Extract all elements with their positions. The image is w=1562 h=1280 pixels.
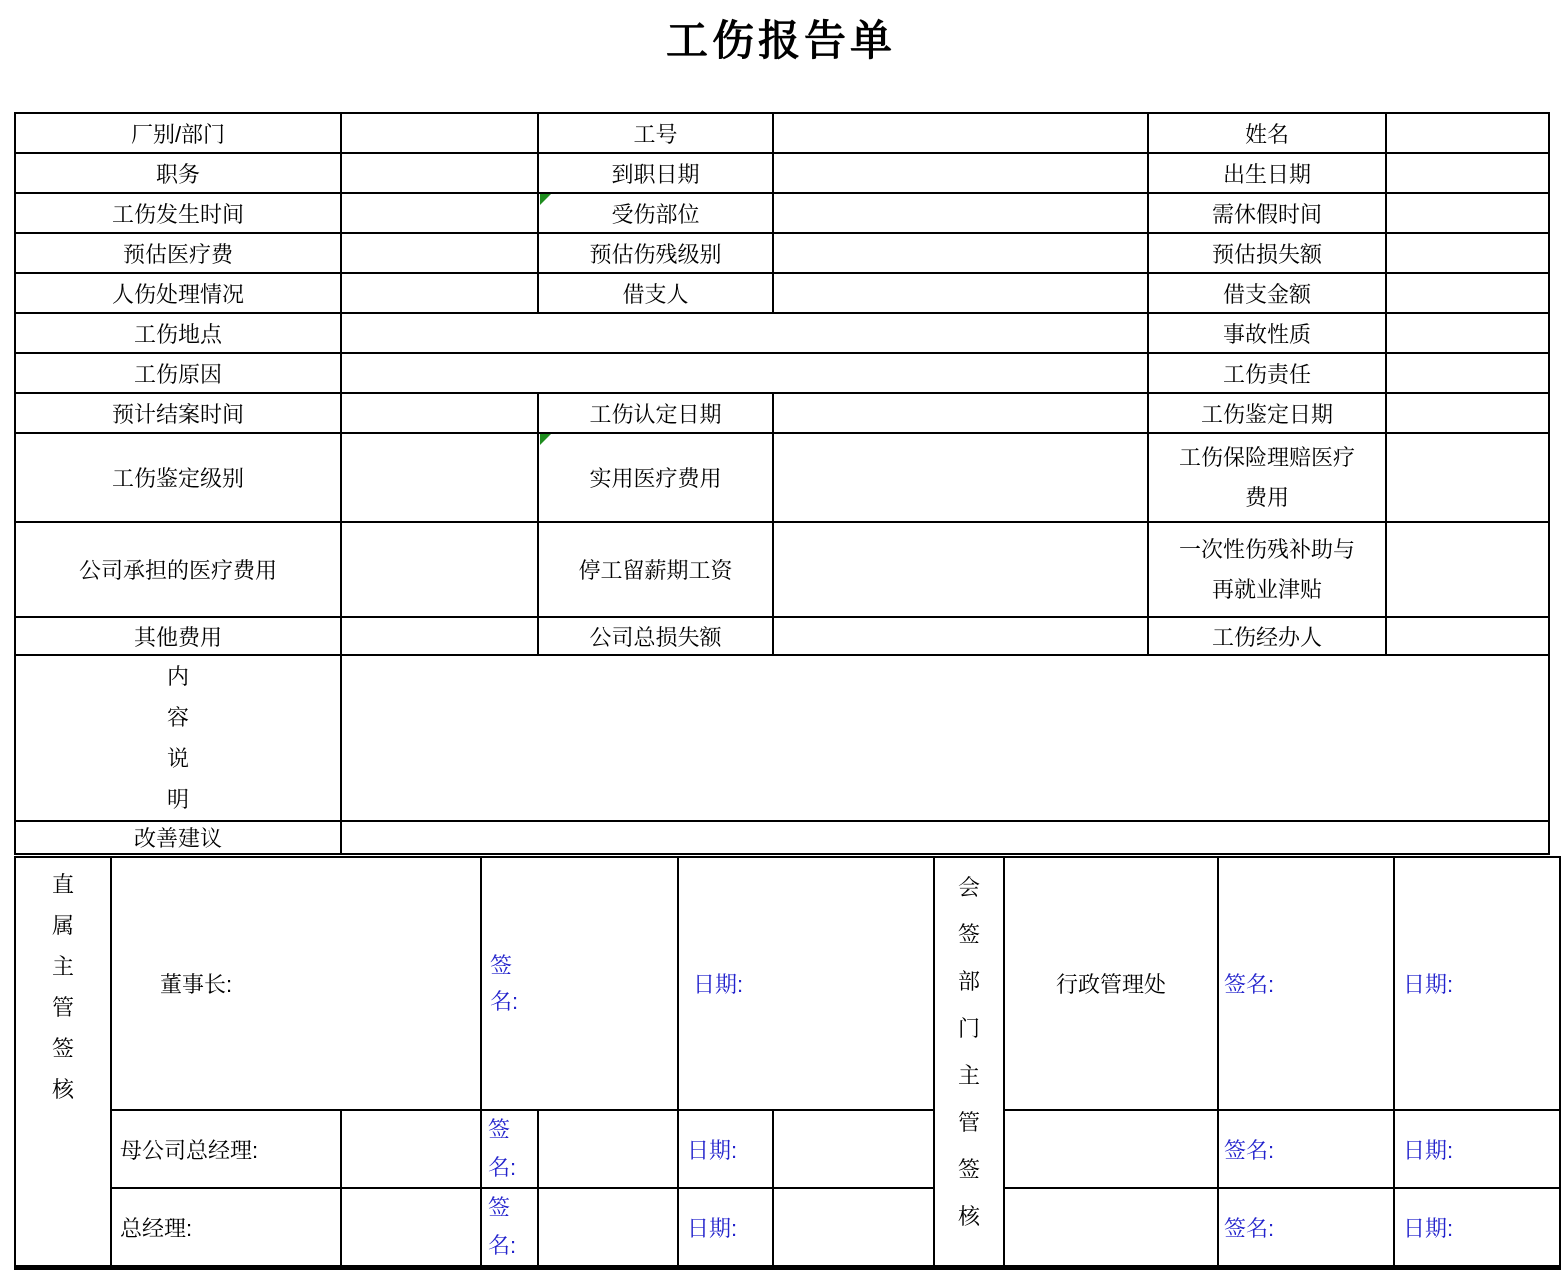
injured-part-input-cell[interactable] <box>773 193 1148 233</box>
parent-gm-blank-cell[interactable] <box>341 1110 481 1188</box>
label-improvement-suggestion: 改善建议 <box>15 821 341 854</box>
chairman-signature-cell[interactable] <box>481 857 678 1110</box>
name-input-cell[interactable] <box>1386 113 1549 153</box>
countersign-row2-blank-cell[interactable] <box>1004 1110 1218 1188</box>
gm-blank-cell[interactable] <box>341 1188 481 1268</box>
label-est-loss: 预估损失额 <box>1148 233 1386 273</box>
countersign-row3-signature-cell[interactable]: 签名: <box>1218 1188 1394 1268</box>
label-insurance-claim-fee-text: 工伤保险理赔医疗费用 <box>1178 444 1355 510</box>
position-input-cell[interactable] <box>341 153 538 193</box>
leave-time-input-cell[interactable] <box>1386 193 1549 233</box>
injury-cause-input-cell[interactable] <box>341 353 1148 393</box>
admin-signature-cell[interactable]: 签名: <box>1218 857 1394 1110</box>
label-est-disability-level: 预估伤残级别 <box>538 233 773 273</box>
label-actual-medical-fee-text: 实用医疗费用 <box>589 466 722 491</box>
label-other-fee: 其他费用 <box>15 617 341 655</box>
content-note-input-cell[interactable] <box>341 655 1549 821</box>
label-injury-handling: 人伤处理情况 <box>15 273 341 313</box>
signature-label: 签名: <box>490 952 519 1014</box>
est-loss-input-cell[interactable] <box>1386 233 1549 273</box>
label-total-loss: 公司总损失额 <box>538 617 773 655</box>
countersign-row2-signature-cell[interactable]: 签名: <box>1218 1110 1394 1188</box>
parent-gm-date-blank-cell[interactable] <box>773 1110 934 1188</box>
injury-place-input-cell[interactable] <box>341 313 1148 353</box>
label-injury-place: 工伤地点 <box>15 313 341 353</box>
countersign-row3-date-cell[interactable]: 日期: <box>1394 1188 1560 1268</box>
label-borrow-amount: 借支金额 <box>1148 273 1386 313</box>
label-disability-subsidy <box>1148 522 1386 617</box>
label-recognition-date: 工伤认定日期 <box>538 393 773 433</box>
approval-signature-table <box>14 856 1561 1270</box>
label-direct-supervisor-approval-text: 直属主管签核 <box>51 872 74 1102</box>
parent-gm-signature-blank-cell[interactable] <box>538 1110 678 1188</box>
gm-signature-cell[interactable]: 签名: <box>481 1188 538 1268</box>
birth-date-input-cell[interactable] <box>1386 153 1549 193</box>
label-injured-part-text: 受伤部位 <box>611 201 700 227</box>
label-insurance-claim-fee <box>1148 433 1386 522</box>
est-close-time-input-cell[interactable] <box>341 393 538 433</box>
label-parent-company-gm: 母公司总经理: <box>111 1110 341 1188</box>
suspension-salary-input-cell[interactable] <box>773 522 1148 617</box>
cell-comment-marker-icon <box>540 194 551 205</box>
form-title: 工伤报告单 <box>665 17 896 64</box>
appraisal-level-input-cell[interactable] <box>341 433 538 522</box>
label-appraisal-level: 工伤鉴定级别 <box>15 433 341 522</box>
other-fee-input-cell[interactable] <box>341 617 538 655</box>
label-content-note-text: 内容说明 <box>166 664 189 812</box>
accident-nature-input-cell[interactable] <box>1386 313 1549 353</box>
label-injury-liability: 工伤责任 <box>1148 353 1386 393</box>
injury-time-input-cell[interactable] <box>341 193 538 233</box>
label-est-close-time: 预计结案时间 <box>15 393 341 433</box>
label-disability-subsidy-text: 一次性伤残补助与再就业津贴 <box>1178 536 1355 602</box>
actual-medical-fee-input-cell[interactable] <box>773 433 1148 522</box>
total-loss-input-cell[interactable] <box>773 617 1148 655</box>
label-employee-id: 工号 <box>538 113 773 153</box>
est-medical-fee-input-cell[interactable] <box>341 233 538 273</box>
countersign-row2-date-cell[interactable]: 日期: <box>1394 1110 1560 1188</box>
injury-liability-input-cell[interactable] <box>1386 353 1549 393</box>
borrow-amount-input-cell[interactable] <box>1386 273 1549 313</box>
label-suspension-salary: 停工留薪期工资 <box>538 522 773 617</box>
label-countersign-dept-approval <box>934 857 1004 1268</box>
insurance-claim-fee-input-cell[interactable] <box>1386 433 1549 522</box>
cell-comment-marker-icon <box>540 434 551 445</box>
recognition-date-input-cell[interactable] <box>773 393 1148 433</box>
label-accident-nature: 事故性质 <box>1148 313 1386 353</box>
label-company-medical-fee: 公司承担的医疗费用 <box>15 522 341 617</box>
label-leave-time: 需休假时间 <box>1148 193 1386 233</box>
parent-gm-date-cell[interactable]: 日期: <box>678 1110 773 1188</box>
disability-subsidy-input-cell[interactable] <box>1386 522 1549 617</box>
label-position: 职务 <box>15 153 341 193</box>
appraisal-date-input-cell[interactable] <box>1386 393 1549 433</box>
est-disability-level-input-cell[interactable] <box>773 233 1148 273</box>
label-actual-medical-fee <box>538 433 773 522</box>
countersign-row3-blank-cell[interactable] <box>1004 1188 1218 1268</box>
label-injury-handler: 工伤经办人 <box>1148 617 1386 655</box>
hire-date-input-cell[interactable] <box>773 153 1148 193</box>
gm-signature-blank-cell[interactable] <box>538 1188 678 1268</box>
label-birth-date: 出生日期 <box>1148 153 1386 193</box>
gm-date-blank-cell[interactable] <box>773 1188 934 1268</box>
label-injury-cause: 工伤原因 <box>15 353 341 393</box>
label-borrower: 借支人 <box>538 273 773 313</box>
parent-gm-signature-cell[interactable]: 签名: <box>481 1110 538 1188</box>
label-factory-dept: 厂别/部门 <box>15 113 341 153</box>
improvement-suggestion-input-cell[interactable] <box>341 821 1549 854</box>
label-appraisal-date: 工伤鉴定日期 <box>1148 393 1386 433</box>
gm-date-cell[interactable]: 日期: <box>678 1188 773 1268</box>
label-name: 姓名 <box>1148 113 1386 153</box>
injury-report-table <box>14 112 1550 855</box>
admin-date-cell[interactable]: 日期: <box>1394 857 1560 1110</box>
label-admin-office: 行政管理处 <box>1004 857 1218 1110</box>
borrower-input-cell[interactable] <box>773 273 1148 313</box>
label-general-manager: 总经理: <box>111 1188 341 1268</box>
company-medical-fee-input-cell[interactable] <box>341 522 538 617</box>
injury-handler-input-cell[interactable] <box>1386 617 1549 655</box>
injury-handling-input-cell[interactable] <box>341 273 538 313</box>
chairman-date-cell[interactable]: 日期: <box>678 857 934 1110</box>
label-hire-date: 到职日期 <box>538 153 773 193</box>
label-injury-time: 工伤发生时间 <box>15 193 341 233</box>
employee-id-input-cell[interactable] <box>773 113 1148 153</box>
label-injured-part <box>538 193 773 233</box>
label-chairman: 董事长: <box>111 857 481 1110</box>
label-est-medical-fee: 预估医疗费 <box>15 233 341 273</box>
label-direct-supervisor-approval <box>15 857 111 1268</box>
factory-dept-input-cell[interactable] <box>341 113 538 153</box>
label-countersign-dept-approval-text: 会签部门主管签核 <box>957 875 980 1229</box>
label-content-note <box>15 655 341 821</box>
